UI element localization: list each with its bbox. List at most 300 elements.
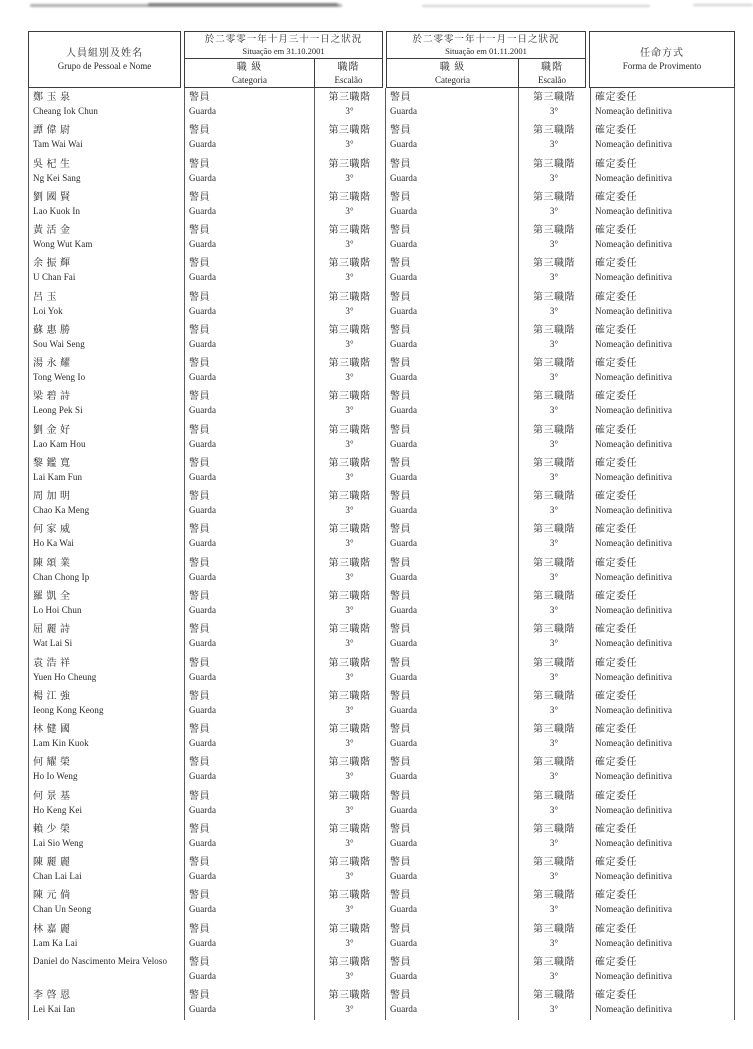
cell-name xyxy=(28,421,184,454)
forma-pt: Nomeação definitiva xyxy=(595,372,673,383)
categoria-nov-zh: 警員 xyxy=(390,225,411,237)
escalao-nov-pt: 3° xyxy=(549,405,559,416)
person-name-romanized: Ho Ka Wai xyxy=(33,538,75,549)
categoria-nov-zh: 警員 xyxy=(390,324,411,336)
escalao-nov-zh: 第三職階 xyxy=(533,857,575,869)
cell-name xyxy=(28,587,184,620)
cell-escalao-nov xyxy=(518,188,590,221)
escalao-nov-pt: 3° xyxy=(549,837,559,848)
escalao-nov-zh: 第三職階 xyxy=(533,457,575,469)
person-name-zh: 蘇 惠 勝 xyxy=(33,324,71,336)
forma-pt: Nomeação definitiva xyxy=(595,338,673,349)
forma-pt: Nomeação definitiva xyxy=(595,937,673,948)
cell-escalao-oct xyxy=(314,454,385,487)
cell-name xyxy=(28,620,184,653)
categoria-nov-zh: 警員 xyxy=(390,491,411,503)
table-row xyxy=(28,421,735,454)
cell-categoria-oct xyxy=(184,886,314,919)
escalao-oct-zh: 第三職階 xyxy=(328,557,371,569)
header-categoria-nov-pt: Categoria xyxy=(435,74,470,85)
header-group-nov xyxy=(386,31,586,88)
header-categoria-oct-zh: 職 級 xyxy=(236,61,263,73)
header-group-nov-title xyxy=(387,32,585,59)
escalao-oct-zh: 第三職階 xyxy=(328,158,371,170)
person-name-zh: 鄭 玉 泉 xyxy=(33,92,71,103)
table-row xyxy=(28,221,735,254)
cell-escalao-oct xyxy=(314,354,385,387)
forma-pt: Nomeação definitiva xyxy=(595,205,673,216)
categoria-nov-pt: Guarda xyxy=(390,571,418,582)
forma-pt: Nomeação definitiva xyxy=(595,738,673,749)
cell-categoria-nov xyxy=(385,620,518,653)
categoria-nov-pt: Guarda xyxy=(390,239,418,250)
table-row xyxy=(28,88,735,121)
cell-name xyxy=(28,753,184,786)
table-row xyxy=(28,587,735,620)
cell-forma xyxy=(590,687,735,720)
escalao-oct-pt: 3° xyxy=(345,704,354,715)
cell-name xyxy=(28,554,184,587)
forma-pt: Nomeação definitiva xyxy=(595,771,673,782)
escalao-nov-zh: 第三職階 xyxy=(533,890,575,902)
cell-categoria-nov xyxy=(385,986,518,1019)
cell-categoria-oct xyxy=(184,687,314,720)
header-group-oct-subrow xyxy=(185,59,382,87)
escalao-nov-zh: 第三職階 xyxy=(533,724,575,736)
header-categoria-oct xyxy=(185,59,315,87)
escalao-nov-zh: 第三職階 xyxy=(533,956,575,968)
cell-name xyxy=(28,986,184,1019)
table-row xyxy=(28,654,735,687)
header-group-nov-pt: Situação em 01.11.2001 xyxy=(445,45,527,56)
forma-zh: 確定委任 xyxy=(595,358,637,370)
escalao-nov-zh: 第三職階 xyxy=(533,657,575,669)
escalao-oct-pt: 3° xyxy=(345,405,354,416)
categoria-oct-zh: 警員 xyxy=(189,823,210,835)
categoria-nov-pt: Guarda xyxy=(390,738,418,749)
categoria-oct-pt: Guarda xyxy=(189,139,217,150)
person-name-zh: 楊 江 強 xyxy=(33,690,71,702)
escalao-oct-zh: 第三職階 xyxy=(328,790,371,802)
categoria-oct-zh: 警員 xyxy=(189,657,210,669)
cell-escalao-nov xyxy=(518,354,590,387)
person-name-zh: 何 家 威 xyxy=(33,524,71,536)
escalao-nov-pt: 3° xyxy=(549,771,559,782)
cell-categoria-nov xyxy=(385,720,518,753)
table-row xyxy=(28,155,735,188)
categoria-oct-pt: Guarda xyxy=(189,571,217,582)
forma-zh: 確定委任 xyxy=(595,424,637,436)
categoria-nov-pt: Guarda xyxy=(390,305,418,316)
cell-escalao-nov xyxy=(518,920,590,953)
escalao-nov-pt: 3° xyxy=(549,671,559,682)
forma-zh: 確定委任 xyxy=(595,956,637,968)
escalao-oct-pt: 3° xyxy=(345,272,354,283)
header-group-oct-pt: Situação em 31.10.2001 xyxy=(242,45,325,56)
forma-pt: Nomeação definitiva xyxy=(595,405,673,416)
cell-forma xyxy=(590,986,735,1019)
categoria-oct-pt: Guarda xyxy=(189,405,217,416)
forma-pt: Nomeação definitiva xyxy=(595,704,673,715)
escalao-nov-pt: 3° xyxy=(549,604,559,615)
forma-pt: Nomeação definitiva xyxy=(595,239,673,250)
scan-artifact xyxy=(148,3,338,6)
person-name-zh: 譚 偉 尉 xyxy=(33,125,71,137)
cell-name xyxy=(28,155,184,188)
cell-forma xyxy=(590,886,735,919)
categoria-nov-pt: Guarda xyxy=(390,471,418,482)
escalao-nov-zh: 第三職階 xyxy=(533,823,575,835)
person-name-zh: 羅 凱 全 xyxy=(33,590,71,602)
person-name-zh: 林 嘉 麗 xyxy=(33,923,71,935)
cell-categoria-nov xyxy=(385,254,518,287)
cell-name xyxy=(28,654,184,687)
scan-artifact xyxy=(422,5,650,7)
categoria-nov-zh: 警員 xyxy=(390,457,411,469)
column-divider xyxy=(734,88,735,1020)
escalao-oct-pt: 3° xyxy=(345,239,354,250)
person-name-romanized: Lao Kam Hou xyxy=(33,438,86,449)
cell-categoria-nov xyxy=(385,487,518,520)
escalao-nov-zh: 第三職階 xyxy=(533,358,575,370)
cell-escalao-oct xyxy=(314,321,385,354)
cell-categoria-oct xyxy=(184,155,314,188)
header-categoria-oct-pt: Categoria xyxy=(232,74,267,85)
escalao-nov-zh: 第三職階 xyxy=(533,424,575,436)
header-escalao-oct-pt: Escalão xyxy=(334,74,363,85)
cell-categoria-nov xyxy=(385,121,518,154)
person-name-zh: 屈 麗 詩 xyxy=(33,624,71,636)
categoria-oct-zh: 警員 xyxy=(189,890,210,902)
cell-categoria-nov xyxy=(385,188,518,221)
categoria-oct-pt: Guarda xyxy=(189,837,217,848)
cell-name xyxy=(28,687,184,720)
person-name-romanized: Lo Hoi Chun xyxy=(33,604,82,615)
categoria-nov-zh: 警員 xyxy=(390,557,411,569)
cell-categoria-oct xyxy=(184,354,314,387)
categoria-oct-zh: 警員 xyxy=(189,956,210,968)
header-group-oct-title xyxy=(185,32,382,59)
forma-pt: Nomeação definitiva xyxy=(595,837,673,848)
cell-escalao-nov xyxy=(518,720,590,753)
escalao-oct-zh: 第三職階 xyxy=(328,590,371,602)
escalao-nov-pt: 3° xyxy=(549,438,559,449)
categoria-oct-zh: 警員 xyxy=(189,291,210,303)
categoria-nov-zh: 警員 xyxy=(390,358,411,370)
person-name-romanized: Lao Kuok In xyxy=(33,205,81,216)
escalao-nov-zh: 第三職階 xyxy=(533,158,575,170)
forma-zh: 確定委任 xyxy=(595,158,637,170)
cell-forma xyxy=(590,853,735,886)
categoria-nov-pt: Guarda xyxy=(390,372,418,383)
categoria-oct-pt: Guarda xyxy=(189,372,217,383)
forma-zh: 確定委任 xyxy=(595,324,637,336)
forma-zh: 確定委任 xyxy=(595,724,637,736)
table-row xyxy=(28,387,735,420)
cell-escalao-oct xyxy=(314,121,385,154)
cell-name xyxy=(28,121,184,154)
table-row xyxy=(28,288,735,321)
categoria-oct-pt: Guarda xyxy=(189,538,217,549)
categoria-oct-pt: Guarda xyxy=(189,239,217,250)
escalao-oct-zh: 第三職階 xyxy=(328,191,371,203)
cell-escalao-oct xyxy=(314,787,385,820)
forma-pt: Nomeação definitiva xyxy=(595,471,673,482)
escalao-nov-pt: 3° xyxy=(549,904,559,915)
cell-escalao-nov xyxy=(518,687,590,720)
forma-zh: 確定委任 xyxy=(595,990,637,1002)
forma-zh: 確定委任 xyxy=(595,258,637,270)
categoria-oct-pt: Guarda xyxy=(189,272,217,283)
column-divider xyxy=(385,88,386,1020)
cell-escalao-oct xyxy=(314,254,385,287)
cell-categoria-oct xyxy=(184,654,314,687)
cell-categoria-oct xyxy=(184,254,314,287)
cell-escalao-oct xyxy=(314,853,385,886)
cell-name xyxy=(28,920,184,953)
categoria-nov-zh: 警員 xyxy=(390,790,411,802)
escalao-nov-pt: 3° xyxy=(549,738,559,749)
person-name-zh: 余 振 輝 xyxy=(33,258,71,270)
cell-forma xyxy=(590,487,735,520)
cell-escalao-oct xyxy=(314,953,385,986)
table-row xyxy=(28,554,735,587)
categoria-nov-pt: Guarda xyxy=(390,604,418,615)
forma-pt: Nomeação definitiva xyxy=(595,139,673,150)
cell-forma xyxy=(590,753,735,786)
escalao-oct-zh: 第三職階 xyxy=(328,125,371,137)
escalao-nov-zh: 第三職階 xyxy=(533,125,575,137)
categoria-oct-zh: 警員 xyxy=(189,225,210,237)
cell-escalao-nov xyxy=(518,254,590,287)
escalao-oct-pt: 3° xyxy=(345,372,354,383)
cell-name xyxy=(28,454,184,487)
cell-name xyxy=(28,487,184,520)
cell-escalao-oct xyxy=(314,620,385,653)
person-name-romanized: Daniel do Nascimento Meira Veloso xyxy=(33,955,168,966)
cell-escalao-oct xyxy=(314,288,385,321)
categoria-nov-pt: Guarda xyxy=(390,970,418,981)
table-row xyxy=(28,454,735,487)
person-name-zh: 黎 鑑 寬 xyxy=(33,457,71,469)
column-divider xyxy=(28,88,29,1020)
cell-categoria-oct xyxy=(184,520,314,553)
categoria-oct-pt: Guarda xyxy=(189,638,217,649)
categoria-nov-zh: 警員 xyxy=(390,291,411,303)
escalao-oct-zh: 第三職階 xyxy=(328,358,371,370)
cell-escalao-oct xyxy=(314,820,385,853)
cell-forma xyxy=(590,953,735,986)
person-name-romanized: Ho Keng Kei xyxy=(33,804,83,815)
categoria-nov-zh: 警員 xyxy=(390,258,411,270)
categoria-oct-pt: Guarda xyxy=(189,904,217,915)
categoria-nov-zh: 警員 xyxy=(390,724,411,736)
escalao-oct-pt: 3° xyxy=(345,438,354,449)
table-body xyxy=(28,88,735,1020)
cell-categoria-oct xyxy=(184,221,314,254)
escalao-nov-zh: 第三職階 xyxy=(533,225,575,237)
person-name-romanized: Lai Sio Weng xyxy=(33,837,84,848)
categoria-nov-pt: Guarda xyxy=(390,771,418,782)
escalao-oct-zh: 第三職階 xyxy=(328,757,371,769)
cell-name xyxy=(28,221,184,254)
header-forma-pt: Forma de Provimento xyxy=(622,61,702,71)
forma-zh: 確定委任 xyxy=(595,557,637,569)
forma-zh: 確定委任 xyxy=(595,890,637,902)
categoria-nov-pt: Guarda xyxy=(390,139,418,150)
categoria-nov-pt: Guarda xyxy=(390,438,418,449)
person-name-zh: 劉 金 好 xyxy=(33,424,71,436)
cell-categoria-oct xyxy=(184,620,314,653)
categoria-nov-zh: 警員 xyxy=(390,757,411,769)
person-name-zh: 吳 杞 生 xyxy=(33,158,71,170)
categoria-nov-zh: 警員 xyxy=(390,657,411,669)
cell-escalao-nov xyxy=(518,853,590,886)
escalao-nov-pt: 3° xyxy=(549,538,559,549)
cell-categoria-oct xyxy=(184,787,314,820)
escalao-nov-pt: 3° xyxy=(549,871,559,882)
escalao-oct-zh: 第三職階 xyxy=(328,291,371,303)
categoria-nov-pt: Guarda xyxy=(390,804,418,815)
forma-zh: 確定委任 xyxy=(595,291,637,303)
cell-escalao-oct xyxy=(314,520,385,553)
cell-categoria-oct xyxy=(184,753,314,786)
escalao-oct-pt: 3° xyxy=(345,305,354,316)
cell-escalao-oct xyxy=(314,886,385,919)
forma-pt: Nomeação definitiva xyxy=(595,904,673,915)
escalao-nov-pt: 3° xyxy=(549,172,559,183)
header-categoria-nov xyxy=(387,59,519,87)
person-name-romanized: Ieong Kong Keong xyxy=(33,704,104,715)
person-name-romanized: Yuen Ho Cheung xyxy=(33,671,97,682)
escalao-oct-zh: 第三職階 xyxy=(328,524,371,536)
cell-name xyxy=(28,886,184,919)
cell-escalao-oct xyxy=(314,753,385,786)
table-row xyxy=(28,254,735,287)
categoria-oct-zh: 警員 xyxy=(189,358,210,370)
categoria-nov-pt: Guarda xyxy=(390,205,418,216)
cell-escalao-nov xyxy=(518,321,590,354)
cell-categoria-oct xyxy=(184,321,314,354)
cell-categoria-oct xyxy=(184,421,314,454)
escalao-oct-pt: 3° xyxy=(345,571,354,582)
escalao-oct-zh: 第三職階 xyxy=(328,857,371,869)
escalao-oct-pt: 3° xyxy=(345,904,354,915)
person-name-zh: 李 啓 恩 xyxy=(33,990,71,1002)
categoria-oct-zh: 警員 xyxy=(189,424,210,436)
categoria-nov-pt: Guarda xyxy=(390,671,418,682)
categoria-nov-pt: Guarda xyxy=(390,538,418,549)
categoria-nov-zh: 警員 xyxy=(390,823,411,835)
escalao-nov-pt: 3° xyxy=(549,372,559,383)
escalao-oct-zh: 第三職階 xyxy=(328,225,371,237)
forma-zh: 確定委任 xyxy=(595,125,637,137)
cell-escalao-nov xyxy=(518,654,590,687)
cell-categoria-oct xyxy=(184,387,314,420)
cell-escalao-nov xyxy=(518,454,590,487)
forma-pt: Nomeação definitiva xyxy=(595,871,673,882)
forma-pt: Nomeação definitiva xyxy=(595,604,673,615)
person-name-romanized: Lam Ka Lai xyxy=(33,937,78,948)
table-row xyxy=(28,321,735,354)
cell-escalao-nov xyxy=(518,387,590,420)
cell-escalao-oct xyxy=(314,920,385,953)
escalao-oct-pt: 3° xyxy=(345,937,354,948)
cell-categoria-nov xyxy=(385,753,518,786)
categoria-nov-zh: 警員 xyxy=(390,391,411,403)
escalao-nov-pt: 3° xyxy=(549,638,559,649)
person-name-romanized: Lei Kai Ian xyxy=(33,1004,76,1015)
forma-pt: Nomeação definitiva xyxy=(595,571,673,582)
table-row xyxy=(28,920,735,953)
escalao-oct-zh: 第三職階 xyxy=(328,690,371,702)
cell-forma xyxy=(590,288,735,321)
escalao-nov-zh: 第三職階 xyxy=(533,191,575,203)
forma-pt: Nomeação definitiva xyxy=(595,804,673,815)
escalao-oct-zh: 第三職階 xyxy=(328,890,371,902)
forma-zh: 確定委任 xyxy=(595,225,637,237)
person-name-romanized: Tam Wai Wai xyxy=(33,139,83,150)
header-personnel xyxy=(28,31,181,88)
categoria-oct-zh: 警員 xyxy=(189,857,210,869)
forma-zh: 確定委任 xyxy=(595,524,637,536)
escalao-nov-pt: 3° xyxy=(549,471,559,482)
cell-categoria-oct xyxy=(184,487,314,520)
escalao-oct-pt: 3° xyxy=(345,871,354,882)
forma-pt: Nomeação definitiva xyxy=(595,538,673,549)
forma-zh: 確定委任 xyxy=(595,923,637,935)
person-name-romanized: Lai Kam Fun xyxy=(33,471,83,482)
forma-pt: Nomeação definitiva xyxy=(595,438,673,449)
header-forma-zh: 任命方式 xyxy=(640,48,684,59)
categoria-oct-pt: Guarda xyxy=(189,338,217,349)
cell-forma xyxy=(590,88,735,121)
categoria-oct-zh: 警員 xyxy=(189,724,210,736)
cell-forma xyxy=(590,121,735,154)
column-divider xyxy=(314,88,315,1020)
categoria-nov-pt: Guarda xyxy=(390,172,418,183)
cell-categoria-nov xyxy=(385,853,518,886)
header-group-nov-zh: 於二零零一年十一月一日之狀況 xyxy=(412,34,560,45)
categoria-oct-pt: Guarda xyxy=(189,804,217,815)
cell-forma xyxy=(590,387,735,420)
header-group-oct xyxy=(184,31,383,88)
categoria-nov-pt: Guarda xyxy=(390,871,418,882)
escalao-oct-pt: 3° xyxy=(345,638,354,649)
cell-categoria-nov xyxy=(385,421,518,454)
cell-escalao-oct xyxy=(314,155,385,188)
person-name-romanized: Ng Kei Sang xyxy=(33,172,81,183)
escalao-oct-zh: 第三職階 xyxy=(328,956,371,968)
escalao-nov-zh: 第三職階 xyxy=(533,258,575,270)
cell-categoria-oct xyxy=(184,554,314,587)
table-row xyxy=(28,953,735,986)
categoria-nov-zh: 警員 xyxy=(390,857,411,869)
cell-categoria-oct xyxy=(184,88,314,121)
cell-categoria-oct xyxy=(184,820,314,853)
forma-zh: 確定委任 xyxy=(595,757,637,769)
escalao-nov-zh: 第三職階 xyxy=(533,557,575,569)
cell-forma xyxy=(590,920,735,953)
header-personnel-pt: Grupo de Pessoal e Nome xyxy=(57,61,152,71)
categoria-oct-zh: 警員 xyxy=(189,524,210,536)
header-group-oct-zh: 於二零零一年十月三十一日之狀況 xyxy=(204,34,363,45)
escalao-oct-zh: 第三職階 xyxy=(328,424,371,436)
escalao-oct-zh: 第三職階 xyxy=(328,657,371,669)
categoria-nov-pt: Guarda xyxy=(390,272,418,283)
cell-categoria-nov xyxy=(385,354,518,387)
cell-categoria-nov xyxy=(385,155,518,188)
